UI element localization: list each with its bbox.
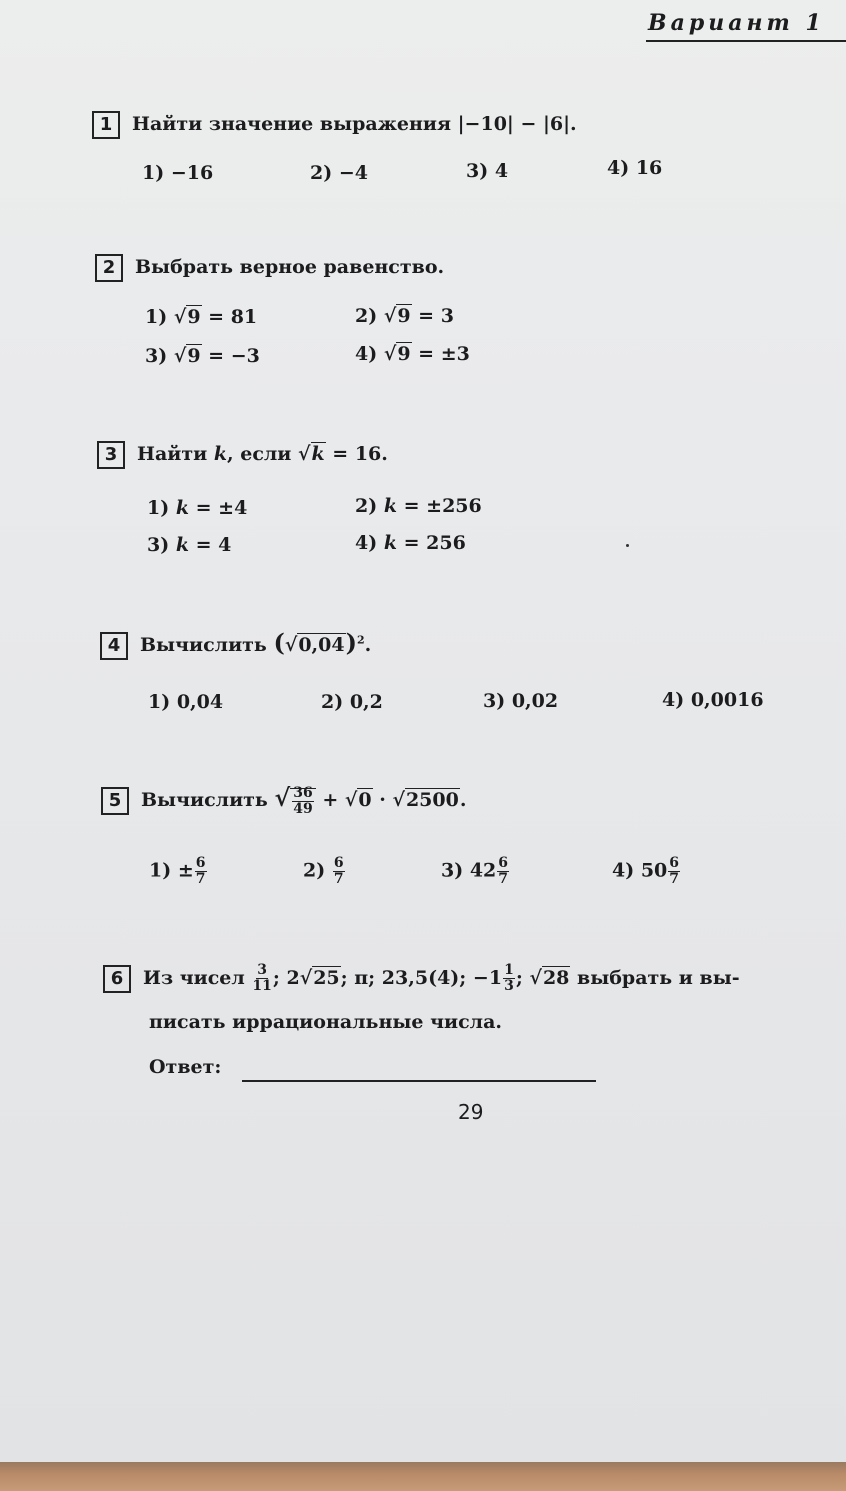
option: 1) 0,04: [148, 691, 224, 713]
task-5: [101, 783, 466, 817]
speck: [626, 544, 629, 547]
option: 2) 0,2: [321, 691, 383, 713]
task-3: [97, 441, 388, 469]
task-6-text-continued: писать иррациональные числа.: [149, 1011, 502, 1033]
task-number: 6: [103, 965, 131, 993]
task-number: 1: [92, 111, 120, 139]
option: 3) 4: [466, 160, 509, 182]
task-number: 5: [101, 787, 129, 815]
option: 1) ± $\frac{6}{7}$: [149, 855, 206, 887]
answer-label: Ответ:: [149, 1056, 222, 1078]
option: 1) k = ±4: [147, 497, 248, 519]
task-text: Вычислить √ $\frac{36}{49}$ + √0 · √2500.: [141, 783, 467, 817]
task-number: 3: [97, 441, 125, 469]
task-text: Выбрать верное равенство.: [135, 256, 445, 278]
task-text: Вычислить $(√0,04)^2$.: [140, 628, 372, 657]
variant-title: Вариант 1: [648, 10, 825, 36]
task-text: Найти k, если √k = 16.: [137, 443, 388, 465]
option: 3) k = 4: [147, 534, 232, 556]
task-1: [92, 111, 577, 139]
answer-line: [242, 1080, 596, 1082]
table-surface: [0, 1462, 846, 1491]
option: 2) −4: [310, 162, 368, 184]
option: 2) √9 = 3: [355, 305, 454, 327]
option: 1) −16: [142, 162, 214, 184]
task-6: [103, 963, 740, 994]
option: 3) 0,02: [483, 690, 559, 712]
page-number: 29: [458, 1100, 484, 1124]
task-number: 4: [100, 632, 128, 660]
option: 4) k = 256: [355, 532, 466, 554]
option: 2) k = ±256: [355, 495, 482, 517]
option: 3) 42 $\frac{6}{7}$: [441, 855, 509, 887]
option: 4) 50 $\frac{6}{7}$: [612, 855, 680, 887]
option: 2) $\frac{6}{7}$: [303, 855, 344, 887]
task-4: [100, 628, 371, 660]
option: 4) 16: [607, 157, 663, 179]
task-text: Из чисел $\frac{3}{11}$ ; 2√25; π; 23,5(4); −1 $\frac{1}{3}$ ; √28 выбрать и вы-: [143, 962, 740, 994]
task-text: Найти значение выражения |−10| − |6|.: [132, 113, 577, 135]
option: 4) 0,0016: [662, 689, 764, 711]
task-2: [95, 254, 444, 282]
option: 1) √9 = 81: [145, 306, 258, 328]
variant-underline: [646, 40, 846, 42]
option: 4) √9 = ±3: [355, 343, 470, 365]
option: 3) √9 = −3: [145, 345, 260, 367]
task-number: 2: [95, 254, 123, 282]
